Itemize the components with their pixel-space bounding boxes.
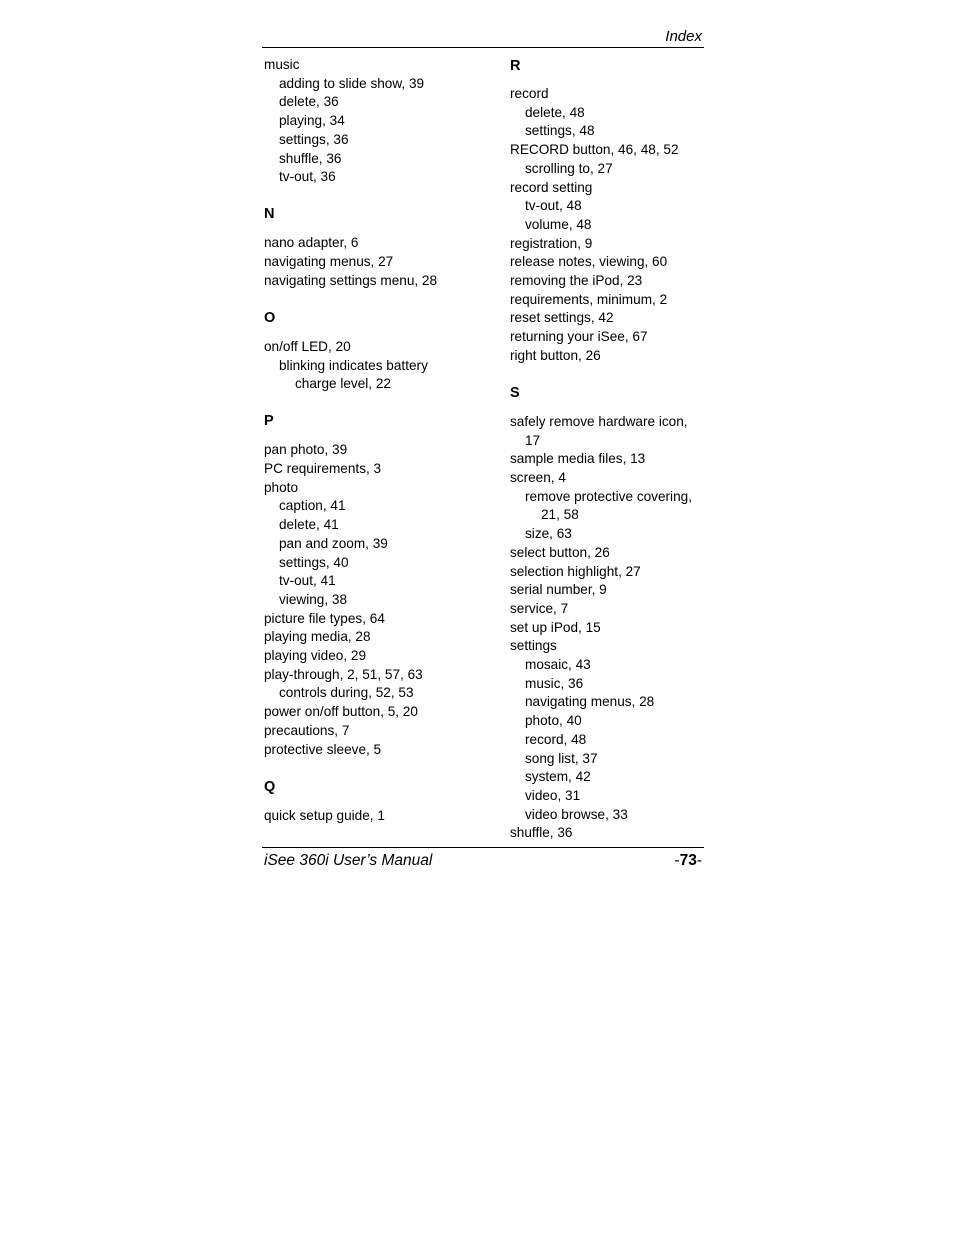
index-entry-play-through: play-through, 2, 51, 57, 63 [264, 666, 423, 682]
index-entry: reset settings, 42 [510, 310, 614, 326]
index-subentry: tv-out, 41 [279, 573, 336, 589]
index-entry: on/off LED, 20 [264, 338, 351, 354]
index-subentry: blinking indicates battery [279, 357, 428, 373]
section-letter-p: P [264, 413, 274, 430]
index-subentry: playing, 34 [279, 113, 345, 129]
index-entry: registration, 9 [510, 235, 593, 251]
index-entry: requirements, minimum, 2 [510, 291, 668, 307]
index-subentry: tv-out, 48 [525, 198, 582, 214]
section-letter-o: O [264, 309, 276, 326]
index-subentry: song list, 37 [525, 750, 598, 766]
index-entry: service, 7 [510, 600, 569, 616]
index-entry-photo: photo [264, 479, 299, 495]
index-entry: shuffle, 36 [510, 825, 573, 841]
index-subentry: scrolling to, 27 [525, 160, 613, 176]
index-entry: navigating menus, 27 [264, 254, 394, 270]
index-entry: selection highlight, 27 [510, 563, 641, 579]
index-entry-record-button: RECORD button, 46, 48, 52 [510, 142, 679, 158]
section-letter-s: S [510, 384, 520, 401]
index-subentry: viewing, 38 [279, 591, 348, 607]
index-subentry: settings, 36 [279, 131, 349, 147]
page-number-dash-left: - [674, 852, 680, 869]
section-letter-q: Q [264, 778, 276, 795]
index-entry: serial number, 9 [510, 582, 607, 598]
running-header-title: Index [665, 28, 702, 45]
index-subentry: pan and zoom, 39 [279, 535, 388, 551]
index-entry: right button, 26 [510, 347, 601, 363]
index-subentry: settings, 40 [279, 554, 349, 570]
index-subentry: delete, 48 [525, 104, 585, 120]
index-entry-record-setting: record setting [510, 179, 593, 195]
page-number [674, 850, 702, 872]
index-subentry: settings, 48 [525, 123, 595, 139]
index-subentry: caption, 41 [279, 498, 346, 514]
index-subentry-continuation: 21, 58 [541, 507, 579, 523]
index-entry: removing the iPod, 23 [510, 273, 643, 289]
index-subentry-continuation: charge level, 22 [295, 376, 391, 392]
index-subentry: mosaic, 43 [525, 657, 591, 673]
index-subentry: record, 48 [525, 731, 587, 747]
section-letter-n: N [264, 206, 275, 223]
index-subentry: system, 42 [525, 769, 591, 785]
index-entry: pan photo, 39 [264, 442, 348, 458]
index-subentry: music, 36 [525, 675, 584, 691]
index-subentry: size, 63 [525, 526, 572, 542]
index-entry: returning your iSee, 67 [510, 329, 648, 345]
index-subentry: controls during, 52, 53 [279, 685, 414, 701]
index-subentry: navigating menus, 28 [525, 694, 655, 710]
index-entry-screen: screen, 4 [510, 470, 566, 486]
index-entry: PC requirements, 3 [264, 461, 382, 477]
index-entry-settings: settings [510, 638, 557, 654]
index-subentry: adding to slide show, 39 [279, 75, 425, 91]
header-rule [262, 47, 704, 48]
index-entry-record: record [510, 86, 549, 101]
index-entry: playing video, 29 [264, 648, 367, 664]
index-subentry: tv-out, 36 [279, 169, 336, 185]
footer-rule [262, 847, 704, 848]
page-number-value: 73 [679, 852, 697, 869]
index-subentry: video browse, 33 [525, 806, 628, 822]
index-subentry: delete, 41 [279, 517, 339, 533]
index-entry: quick setup guide, 1 [264, 807, 385, 823]
index-subentry: remove protective covering, [525, 488, 692, 504]
index-entry: sample media files, 13 [510, 451, 646, 467]
index-entry-music: music [264, 57, 300, 72]
index-subentry: photo, 40 [525, 713, 582, 729]
index-entry: power on/off button, 5, 20 [264, 704, 418, 720]
index-subentry: volume, 48 [525, 216, 592, 232]
section-letter-r: R [510, 58, 521, 74]
index-entry: release notes, viewing, 60 [510, 254, 668, 270]
index-entry: set up iPod, 15 [510, 619, 601, 635]
index-entry: nano adapter, 6 [264, 235, 359, 251]
right-column [510, 56, 704, 843]
footer-manual-title: iSee 360i User’s Manual [264, 852, 433, 869]
index-entry: navigating settings menu, 28 [264, 272, 438, 288]
page-number-dash-right: - [696, 852, 702, 869]
index-subentry: video, 31 [525, 788, 581, 803]
index-entry: picture file types, 64 [264, 610, 385, 626]
index-entry: playing media, 28 [264, 629, 371, 645]
index-entry: precautions, 7 [264, 722, 350, 738]
index-entry: protective sleeve, 5 [264, 741, 382, 757]
index-subentry: shuffle, 36 [279, 150, 342, 166]
index-entry-continuation: 17 [525, 432, 541, 448]
left-column [264, 56, 496, 825]
index-entry-safely-remove: safely remove hardware icon, [510, 413, 688, 429]
index-entry: select button, 26 [510, 544, 610, 560]
index-subentry: delete, 36 [279, 94, 339, 110]
